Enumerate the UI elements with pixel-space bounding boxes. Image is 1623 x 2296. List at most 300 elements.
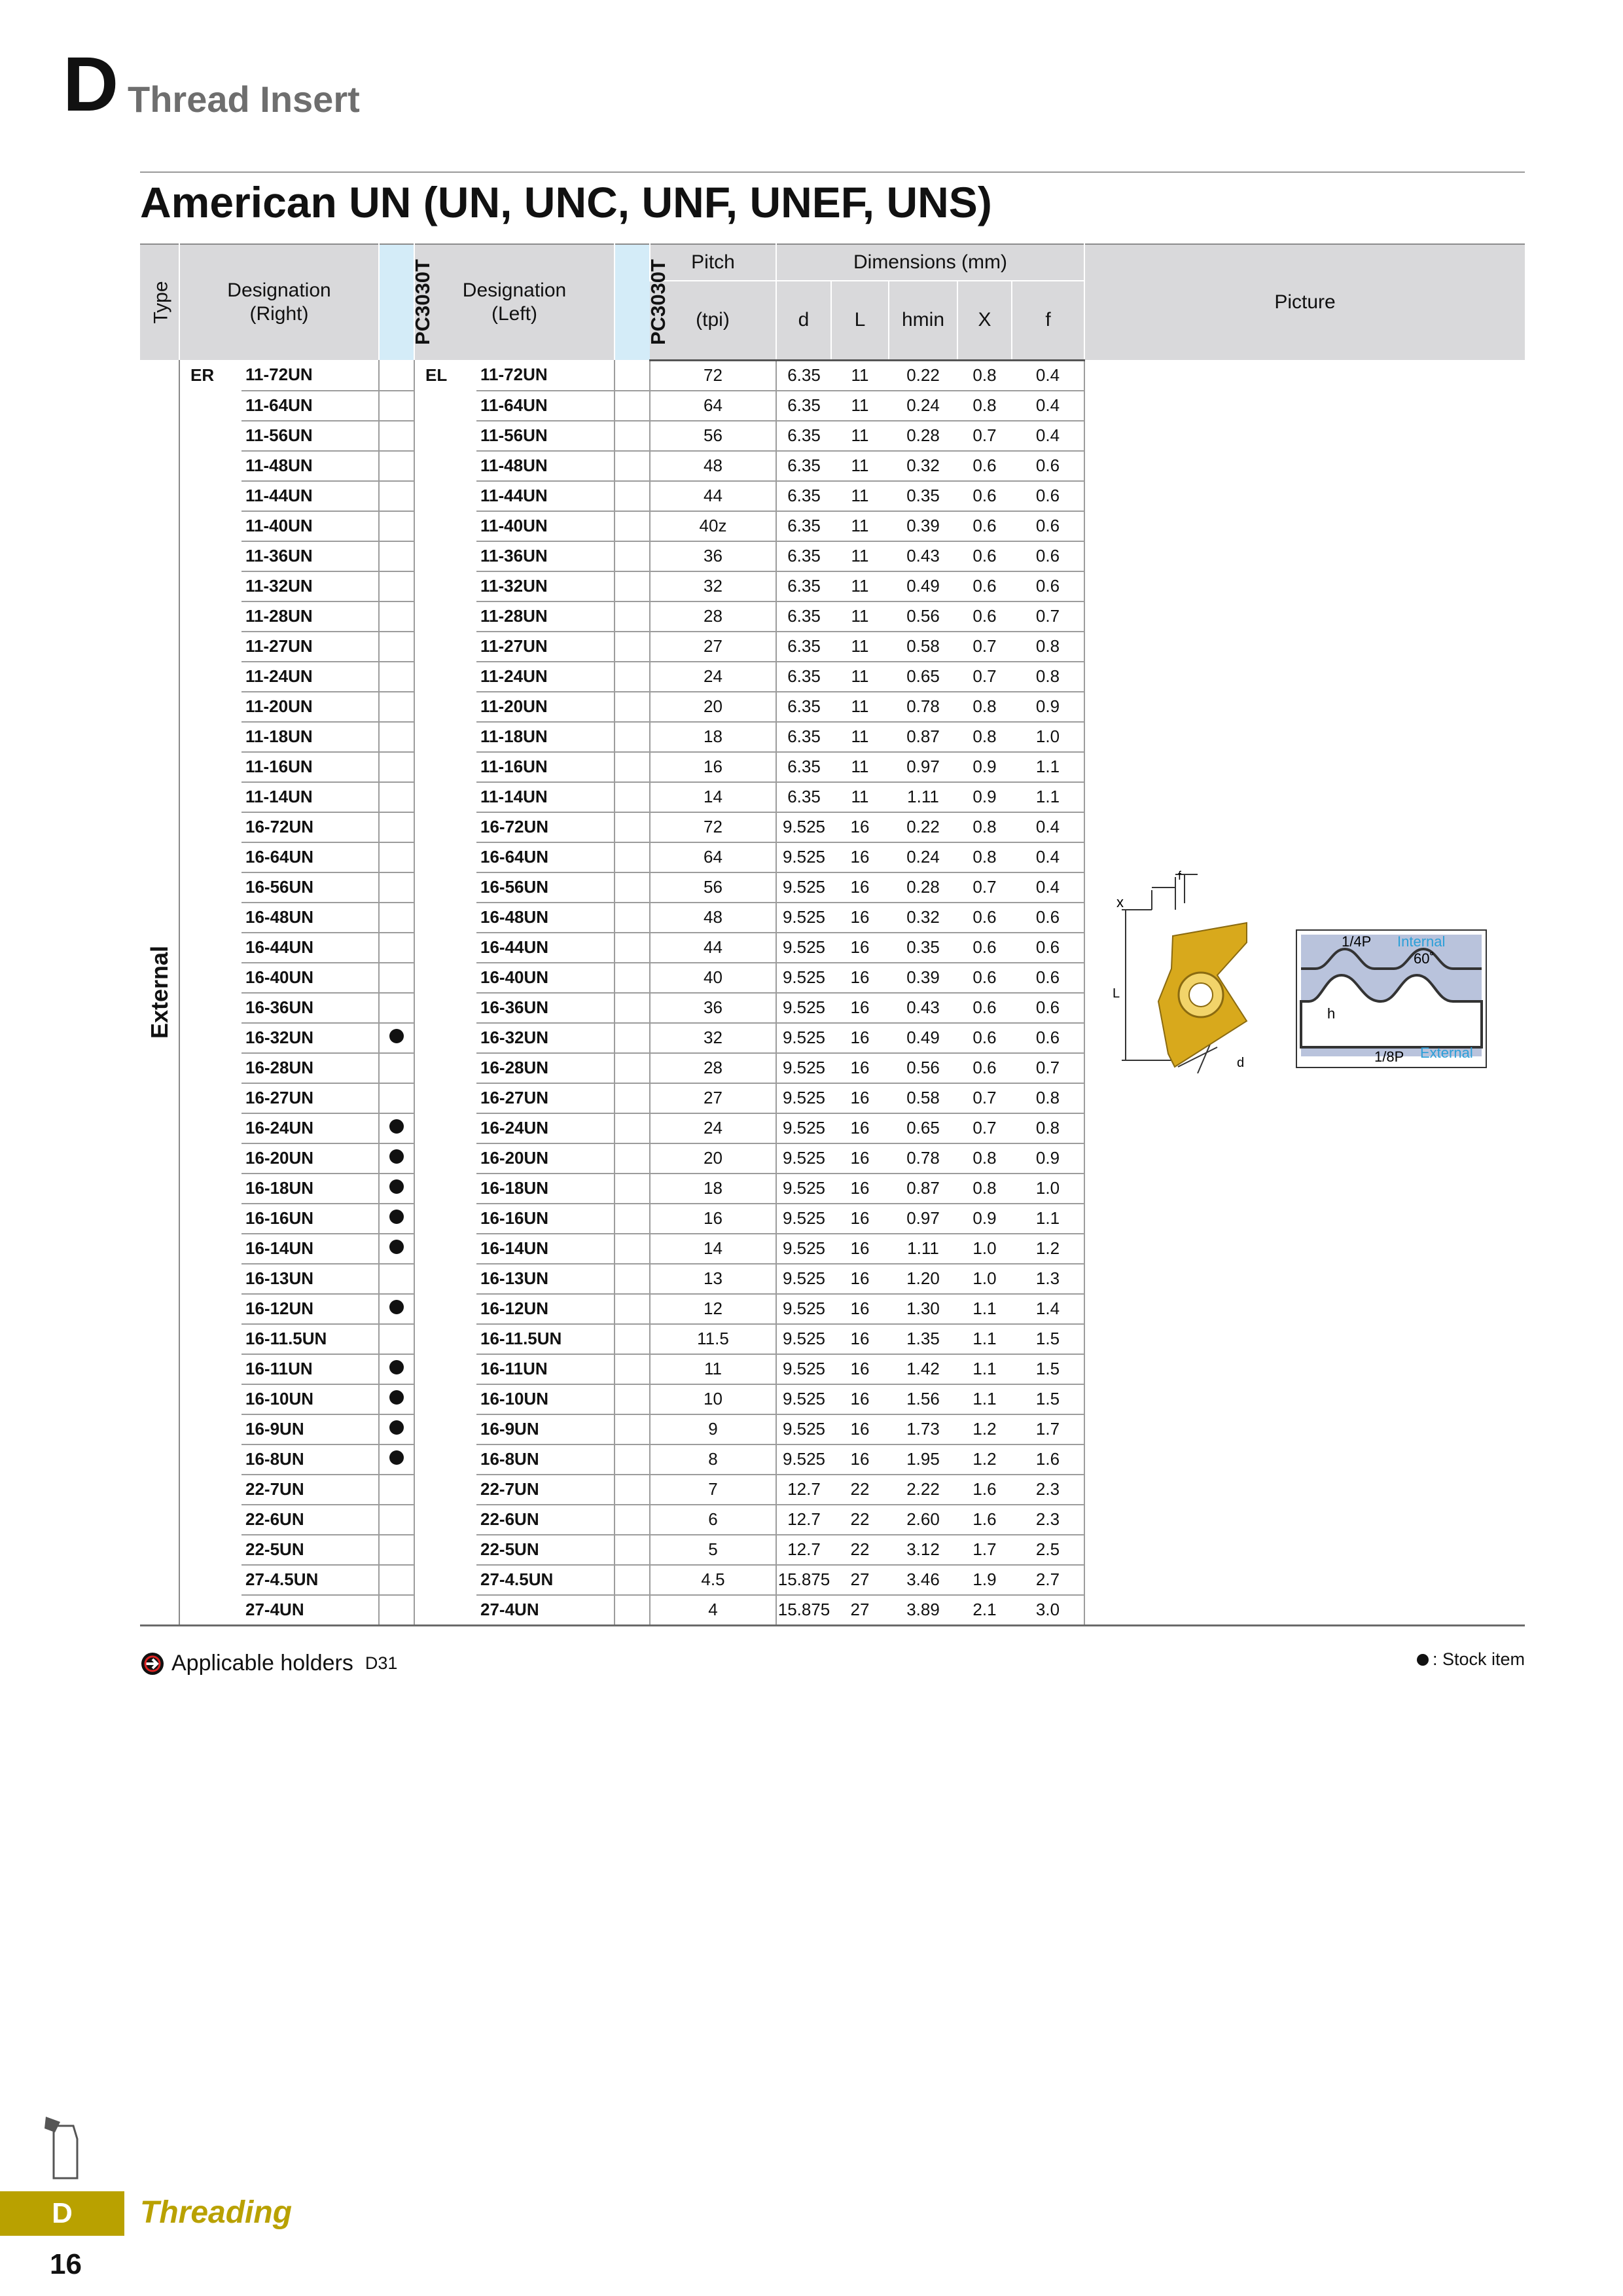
- designation-left[interactable]: 11-27UN: [476, 632, 615, 662]
- grade-left-stock: [615, 1113, 650, 1143]
- f-cell: 0.6: [1012, 963, 1084, 993]
- designation-right[interactable]: 27-4.5UN: [241, 1565, 379, 1595]
- designation-left[interactable]: 11-14UN: [476, 782, 615, 812]
- designation-left[interactable]: 16-72UN: [476, 812, 615, 842]
- designation-right[interactable]: 16-36UN: [241, 993, 379, 1023]
- left-prefix-cell: [414, 1234, 476, 1264]
- header-designation-right: Designation (Right): [179, 244, 379, 360]
- f-cell: 0.6: [1012, 903, 1084, 933]
- designation-right[interactable]: 16-18UN: [241, 1174, 379, 1204]
- designation-left[interactable]: 27-4UN: [480, 1600, 539, 1619]
- right-prefix-cell: [179, 1444, 241, 1475]
- grade-left-stock: [615, 933, 650, 963]
- designation-right[interactable]: 16-11UN: [241, 1354, 379, 1384]
- designation-left[interactable]: 16-56UN: [476, 872, 615, 903]
- X-cell: 1.6: [957, 1475, 1012, 1505]
- L-cell: 16: [831, 1204, 889, 1234]
- grade-right-stock: [379, 391, 414, 421]
- d-cell: 9.525: [776, 1294, 831, 1324]
- designation-right[interactable]: 16-13UN: [241, 1264, 379, 1294]
- grade-right-stock: [379, 1174, 414, 1204]
- designation-right[interactable]: 11-16UN: [241, 752, 379, 782]
- header-f: f: [1012, 281, 1084, 360]
- grade-right-stock: [379, 1264, 414, 1294]
- designation-right[interactable]: 27-4UN: [245, 1600, 304, 1619]
- d-cell: 6.35: [776, 601, 831, 632]
- designation-left[interactable]: 16-14UN: [476, 1234, 615, 1264]
- d-cell: 6.35: [776, 662, 831, 692]
- applicable-holders[interactable]: [140, 1651, 397, 1676]
- grade-left-stock: [615, 1505, 650, 1535]
- L-cell: 11: [831, 391, 889, 421]
- hmin-cell: 2.22: [889, 1475, 957, 1505]
- insert-drawing: [1113, 870, 1263, 1073]
- pitch-cell: 20: [650, 692, 776, 722]
- f-cell: 0.4: [1012, 421, 1084, 451]
- grade-right-stock: [379, 662, 414, 692]
- designation-left[interactable]: 16-12UN: [476, 1294, 615, 1324]
- pitch-cell: 72: [650, 360, 776, 391]
- designation-right[interactable]: 22-7UN: [241, 1475, 379, 1505]
- hmin-cell: 1.30: [889, 1294, 957, 1324]
- pitch-cell: 12: [650, 1294, 776, 1324]
- f-cell: 0.4: [1012, 812, 1084, 842]
- X-cell: 0.6: [957, 933, 1012, 963]
- hmin-cell: 3.46: [889, 1565, 957, 1595]
- grade-right-stock: [379, 722, 414, 752]
- X-cell: 1.0: [957, 1264, 1012, 1294]
- hmin-cell: 0.97: [889, 1204, 957, 1234]
- grade-left-stock: [615, 752, 650, 782]
- designation-right[interactable]: 16-28UN: [241, 1053, 379, 1083]
- d-cell: 9.525: [776, 1053, 831, 1083]
- designation-right[interactable]: 11-28UN: [241, 601, 379, 632]
- grade-left-stock: [615, 963, 650, 993]
- left-prefix-cell: [414, 1475, 476, 1505]
- designation-left[interactable]: 16-8UN: [476, 1444, 615, 1475]
- left-prefix-cell: [414, 1294, 476, 1324]
- label-eighth-p: 1/8P: [1374, 1049, 1404, 1065]
- d-cell: 9.525: [776, 1023, 831, 1053]
- left-prefix-cell: [414, 963, 476, 993]
- left-prefix-cell: [414, 541, 476, 571]
- designation-right[interactable]: 22-6UN: [241, 1505, 379, 1535]
- L-cell: 22: [831, 1475, 889, 1505]
- grade-left-stock: [615, 1234, 650, 1264]
- d-cell: 9.525: [776, 1143, 831, 1174]
- grade-right-stock: [379, 842, 414, 872]
- X-cell: 0.8: [957, 1143, 1012, 1174]
- designation-right[interactable]: 11-56UN: [241, 421, 379, 451]
- f-cell: 1.1: [1012, 752, 1084, 782]
- hmin-cell: 0.39: [889, 511, 957, 541]
- d-cell: 9.525: [776, 1264, 831, 1294]
- left-prefix-cell: [414, 1174, 476, 1204]
- header-d: d: [776, 281, 831, 360]
- designation-right[interactable]: 16-11.5UN: [241, 1324, 379, 1354]
- d-cell: 9.525: [776, 1174, 831, 1204]
- grade-left-stock: [615, 571, 650, 601]
- designation-right[interactable]: 16-10UN: [241, 1384, 379, 1414]
- designation-right[interactable]: 11-48UN: [241, 451, 379, 481]
- f-cell: 0.4: [1012, 391, 1084, 421]
- designation-left[interactable]: 16-28UN: [476, 1053, 615, 1083]
- designation-left[interactable]: 11-16UN: [476, 752, 615, 782]
- holders-ref[interactable]: D31: [365, 1653, 398, 1673]
- d-cell: 6.35: [776, 571, 831, 601]
- right-prefix-cell: ER: [190, 365, 215, 385]
- label-quarter-p: 1/4P: [1342, 933, 1372, 950]
- left-prefix-cell: [414, 632, 476, 662]
- designation-right[interactable]: 16-24UN: [241, 1113, 379, 1143]
- L-cell: 16: [831, 1023, 889, 1053]
- designation-right[interactable]: 16-72UN: [241, 812, 379, 842]
- grade-left-stock: [615, 1354, 650, 1384]
- L-cell: 16: [831, 1414, 889, 1444]
- left-prefix-cell: EL: [425, 365, 448, 385]
- pitch-cell: 24: [650, 662, 776, 692]
- hmin-cell: 0.97: [889, 752, 957, 782]
- hmin-cell: 0.78: [889, 1143, 957, 1174]
- designation-right[interactable]: 16-16UN: [241, 1204, 379, 1234]
- designation-right[interactable]: 16-44UN: [241, 933, 379, 963]
- f-cell: 0.6: [1012, 993, 1084, 1023]
- pitch-cell: 72: [650, 812, 776, 842]
- designation-right[interactable]: 16-9UN: [241, 1414, 379, 1444]
- pitch-cell: 28: [650, 1053, 776, 1083]
- d-cell: 15.875: [776, 1565, 831, 1595]
- grade-right-stock: [379, 963, 414, 993]
- hmin-cell: 0.87: [889, 1174, 957, 1204]
- L-cell: 11: [831, 601, 889, 632]
- right-prefix-cell: [179, 1354, 241, 1384]
- grade-right-stock: [379, 1023, 414, 1053]
- designation-left[interactable]: 11-24UN: [476, 662, 615, 692]
- left-prefix-cell: [414, 842, 476, 872]
- right-prefix-cell: [179, 1234, 241, 1264]
- designation-right[interactable]: 16-48UN: [241, 903, 379, 933]
- designation-left[interactable]: 11-48UN: [476, 451, 615, 481]
- grade-right-stock: [379, 1595, 414, 1624]
- insert-hole-inner: [1189, 983, 1213, 1007]
- designation-right[interactable]: 16-14UN: [241, 1234, 379, 1264]
- designation-left[interactable]: 16-11UN: [476, 1354, 615, 1384]
- left-prefix-cell: [414, 1444, 476, 1475]
- designation-left[interactable]: 22-5UN: [476, 1535, 615, 1565]
- designation-left[interactable]: 11-44UN: [476, 481, 615, 511]
- grade-right-stock: [379, 1234, 414, 1264]
- grade-left-stock: [615, 601, 650, 632]
- designation-right[interactable]: 22-5UN: [241, 1535, 379, 1565]
- designation-left[interactable]: 16-16UN: [476, 1204, 615, 1234]
- designation-left[interactable]: 11-18UN: [476, 722, 615, 752]
- grade-left-stock: [615, 842, 650, 872]
- grade-left-stock: [615, 1083, 650, 1113]
- header-grade-right: PC3030T: [379, 244, 414, 360]
- designation-left[interactable]: 16-24UN: [476, 1113, 615, 1143]
- label-angle: 60˚: [1414, 950, 1435, 967]
- X-cell: 0.6: [957, 963, 1012, 993]
- designation-right[interactable]: 11-24UN: [241, 662, 379, 692]
- pitch-cell: 36: [650, 993, 776, 1023]
- designation-right[interactable]: 11-40UN: [241, 511, 379, 541]
- label-h: h: [1327, 1005, 1336, 1022]
- grade-left-stock: [615, 662, 650, 692]
- designation-right[interactable]: 11-14UN: [241, 782, 379, 812]
- left-prefix-cell: [414, 571, 476, 601]
- designation-right[interactable]: 16-32UN: [241, 1023, 379, 1053]
- hmin-cell: 0.28: [889, 421, 957, 451]
- grade-left-stock: [615, 1595, 650, 1624]
- f-cell: 0.7: [1012, 601, 1084, 632]
- right-prefix-cell: [179, 391, 241, 421]
- X-cell: 0.6: [957, 1023, 1012, 1053]
- f-cell: 0.9: [1012, 1143, 1084, 1174]
- designation-left[interactable]: 16-10UN: [476, 1384, 615, 1414]
- designation-left[interactable]: 16-44UN: [476, 933, 615, 963]
- d-cell: 6.35: [776, 541, 831, 571]
- L-cell: 16: [831, 1444, 889, 1475]
- hmin-cell: 0.24: [889, 842, 957, 872]
- hmin-cell: 0.39: [889, 963, 957, 993]
- f-cell: 0.6: [1012, 933, 1084, 963]
- L-cell: 16: [831, 1234, 889, 1264]
- L-cell: 16: [831, 933, 889, 963]
- grade-right-stock: [379, 1475, 414, 1505]
- section-letter: D: [63, 41, 119, 128]
- designation-right[interactable]: 11-20UN: [241, 692, 379, 722]
- f-cell: 0.6: [1012, 451, 1084, 481]
- L-cell: 16: [831, 812, 889, 842]
- designation-right[interactable]: 16-20UN: [241, 1143, 379, 1174]
- right-prefix-cell: [179, 1143, 241, 1174]
- f-cell: 1.2: [1012, 1234, 1084, 1264]
- designation-left[interactable]: 16-9UN: [476, 1414, 615, 1444]
- L-cell: 11: [831, 421, 889, 451]
- f-cell: 1.5: [1012, 1354, 1084, 1384]
- grade-left-stock: [615, 1565, 650, 1595]
- d-cell: 9.525: [776, 1354, 831, 1384]
- f-cell: 1.5: [1012, 1384, 1084, 1414]
- X-cell: 0.8: [957, 812, 1012, 842]
- designation-left[interactable]: 22-7UN: [476, 1475, 615, 1505]
- L-cell: 16: [831, 1324, 889, 1354]
- designation-left[interactable]: 27-4.5UN: [476, 1565, 615, 1595]
- pitch-cell: 32: [650, 571, 776, 601]
- f-cell: 0.6: [1012, 511, 1084, 541]
- hmin-cell: 1.42: [889, 1354, 957, 1384]
- stock-legend: [1417, 1649, 1525, 1670]
- f-cell: 0.6: [1012, 571, 1084, 601]
- grade-right-stock: [379, 903, 414, 933]
- L-cell: 16: [831, 1354, 889, 1384]
- L-cell: 27: [850, 1600, 870, 1619]
- designation-right[interactable]: 16-64UN: [241, 842, 379, 872]
- X-cell: 0.6: [957, 451, 1012, 481]
- grade-left-stock: [615, 360, 650, 391]
- left-prefix-cell: [414, 782, 476, 812]
- right-prefix-cell: [179, 601, 241, 632]
- pitch-cell: 56: [650, 421, 776, 451]
- X-cell: 0.6: [957, 1053, 1012, 1083]
- designation-left[interactable]: 16-11.5UN: [476, 1324, 615, 1354]
- left-prefix-cell: [414, 752, 476, 782]
- d-cell: 6.35: [776, 782, 831, 812]
- left-prefix-cell: [414, 1354, 476, 1384]
- pitch-cell: 32: [650, 1023, 776, 1053]
- header-designation-left: Designation (Left): [414, 244, 615, 360]
- designation-right[interactable]: 11-36UN: [241, 541, 379, 571]
- left-prefix-cell: [414, 601, 476, 632]
- stock-dot-icon: [389, 1149, 404, 1164]
- pitch-cell: 48: [650, 451, 776, 481]
- pitch-cell: 14: [650, 1234, 776, 1264]
- label-L: L: [1113, 986, 1120, 1001]
- grade-right-stock: [379, 993, 414, 1023]
- header-dimensions: Dimensions (mm): [776, 244, 1084, 281]
- right-prefix-cell: [179, 541, 241, 571]
- hmin-cell: 3.12: [889, 1535, 957, 1565]
- stock-dot-icon: [389, 1240, 404, 1254]
- grade-right-stock: [379, 872, 414, 903]
- designation-left[interactable]: 11-72UN: [476, 360, 615, 391]
- left-prefix-cell: [414, 1324, 476, 1354]
- stock-dot-icon: [1417, 1654, 1429, 1666]
- right-prefix-cell: [179, 1053, 241, 1083]
- X-cell: 1.0: [957, 1234, 1012, 1264]
- right-prefix-cell: [179, 752, 241, 782]
- pitch-cell: 18: [650, 1174, 776, 1204]
- d-cell: 9.525: [776, 1384, 831, 1414]
- table-row: [140, 360, 1525, 391]
- designation-right[interactable]: 11-64UN: [241, 391, 379, 421]
- stock-dot-icon: [389, 1029, 404, 1043]
- designation-right[interactable]: 11-44UN: [241, 481, 379, 511]
- grade-left-stock: [615, 421, 650, 451]
- designation-right[interactable]: 11-72UN: [241, 360, 379, 391]
- f-cell: 2.7: [1012, 1565, 1084, 1595]
- grade-left-stock: [615, 993, 650, 1023]
- pitch-cell: 7: [650, 1475, 776, 1505]
- designation-right[interactable]: 16-27UN: [241, 1083, 379, 1113]
- pitch-cell: 11: [650, 1354, 776, 1384]
- grade-left-stock: [615, 1384, 650, 1414]
- right-prefix-cell: [179, 692, 241, 722]
- left-prefix-cell: [414, 993, 476, 1023]
- designation-right[interactable]: 16-40UN: [241, 963, 379, 993]
- grade-left-stock: [615, 1475, 650, 1505]
- f-cell: 1.1: [1012, 1204, 1084, 1234]
- designation-left[interactable]: 16-36UN: [476, 993, 615, 1023]
- hmin-cell: 0.65: [889, 1113, 957, 1143]
- designation-left[interactable]: 16-20UN: [476, 1143, 615, 1174]
- grade-left-stock: [615, 1535, 650, 1565]
- hmin-cell: 1.95: [889, 1444, 957, 1475]
- designation-left[interactable]: 16-13UN: [476, 1264, 615, 1294]
- designation-left[interactable]: 16-48UN: [476, 903, 615, 933]
- X-cell: 0.8: [957, 360, 1012, 391]
- L-cell: 16: [831, 903, 889, 933]
- designation-left[interactable]: 16-18UN: [476, 1174, 615, 1204]
- pitch-cell: 16: [650, 1204, 776, 1234]
- X-cell: 0.9: [957, 752, 1012, 782]
- designation-right[interactable]: 11-18UN: [241, 722, 379, 752]
- designation-left[interactable]: 11-32UN: [476, 571, 615, 601]
- hmin-cell: 1.56: [889, 1384, 957, 1414]
- designation-right[interactable]: 11-32UN: [241, 571, 379, 601]
- grade-left-stock: [615, 692, 650, 722]
- designation-right[interactable]: 16-56UN: [241, 872, 379, 903]
- designation-right[interactable]: 16-12UN: [241, 1294, 379, 1324]
- designation-left[interactable]: 11-64UN: [476, 391, 615, 421]
- designation-left[interactable]: 11-28UN: [476, 601, 615, 632]
- designation-left[interactable]: 11-20UN: [476, 692, 615, 722]
- hmin-cell: 0.65: [889, 662, 957, 692]
- header-type: Type: [140, 244, 179, 360]
- left-prefix-cell: [414, 1053, 476, 1083]
- designation-left[interactable]: 11-40UN: [476, 511, 615, 541]
- L-cell: 11: [831, 752, 889, 782]
- holders-label: Applicable holders: [171, 1651, 353, 1676]
- grade-left-stock: [615, 782, 650, 812]
- L-cell: 27: [831, 1565, 889, 1595]
- f-cell: 2.3: [1012, 1475, 1084, 1505]
- right-prefix-cell: [179, 1083, 241, 1113]
- hmin-cell: 0.35: [889, 481, 957, 511]
- designation-left[interactable]: 11-36UN: [476, 541, 615, 571]
- left-prefix-cell: [414, 481, 476, 511]
- grade-right-stock: [379, 1324, 414, 1354]
- designation-right[interactable]: 16-8UN: [241, 1444, 379, 1475]
- designation-left[interactable]: 16-40UN: [476, 963, 615, 993]
- grade-right-stock: [379, 1565, 414, 1595]
- designation-left[interactable]: 11-56UN: [476, 421, 615, 451]
- grade-right-stock: [379, 421, 414, 451]
- right-prefix-cell: [179, 1204, 241, 1234]
- d-cell: 6.35: [776, 692, 831, 722]
- grade-left-stock: [615, 1023, 650, 1053]
- grade-right-stock: [379, 1444, 414, 1475]
- header-picture: Picture: [1084, 244, 1525, 360]
- stock-dot-icon: [389, 1300, 404, 1314]
- hmin-cell: 3.89: [906, 1600, 940, 1619]
- d-cell: 9.525: [776, 993, 831, 1023]
- designation-left[interactable]: 16-64UN: [476, 842, 615, 872]
- hmin-cell: 1.11: [889, 782, 957, 812]
- grade-left-stock: [615, 391, 650, 421]
- pitch-cell: 9: [650, 1414, 776, 1444]
- designation-right[interactable]: 11-27UN: [241, 632, 379, 662]
- left-prefix-cell: [414, 511, 476, 541]
- grade-right-stock: [379, 632, 414, 662]
- hmin-cell: 0.22: [889, 812, 957, 842]
- grade-left-stock: [615, 541, 650, 571]
- grade-right-stock: [379, 1294, 414, 1324]
- left-prefix-cell: [414, 662, 476, 692]
- table-bottom-rule: [140, 1624, 1525, 1626]
- X-cell: 0.6: [957, 993, 1012, 1023]
- designation-left[interactable]: 16-27UN: [476, 1083, 615, 1113]
- grade-left-stock: [615, 1444, 650, 1475]
- right-prefix-cell: [179, 421, 241, 451]
- f-cell: 0.8: [1012, 1113, 1084, 1143]
- X-cell: 0.7: [957, 1113, 1012, 1143]
- designation-left[interactable]: 22-6UN: [476, 1505, 615, 1535]
- left-prefix-cell: [414, 872, 476, 903]
- grade-left-stock: [615, 632, 650, 662]
- designation-left[interactable]: 16-32UN: [476, 1023, 615, 1053]
- header-hmin: hmin: [889, 281, 957, 360]
